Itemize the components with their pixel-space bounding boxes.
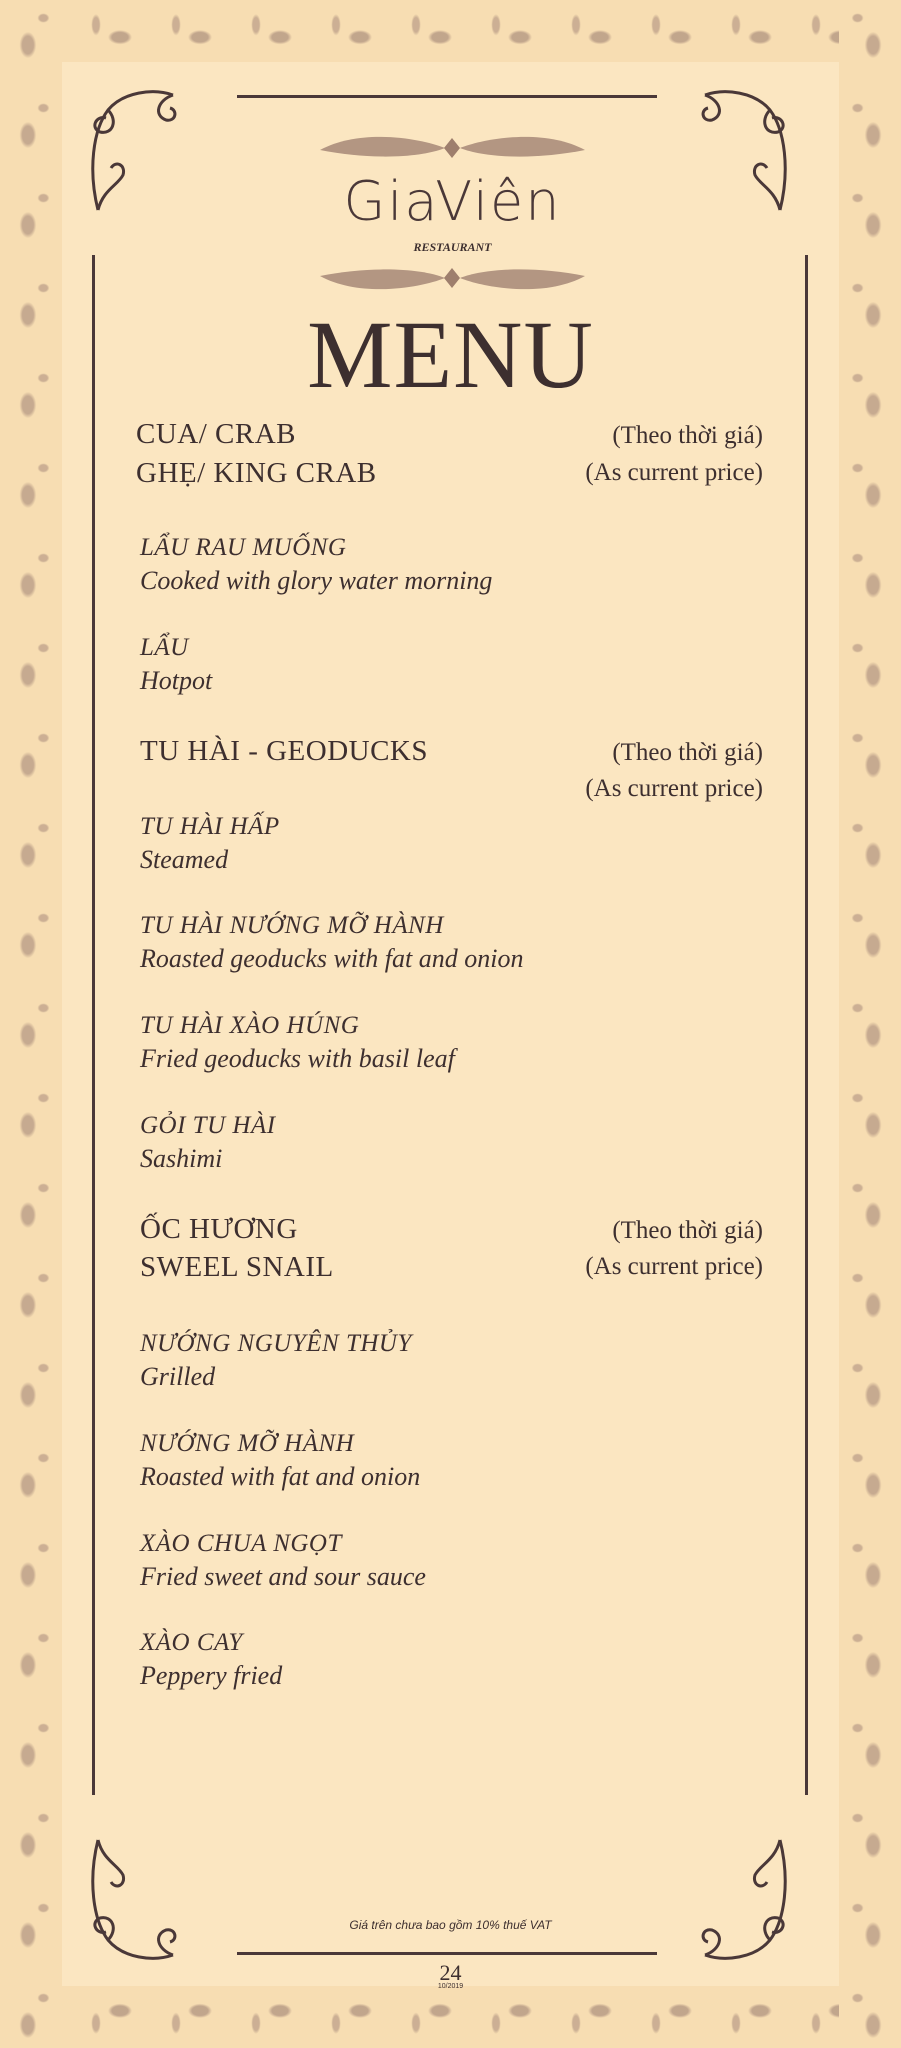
menu-item-english: Sashimi: [140, 1144, 223, 1173]
logo-flourish-icon: [310, 128, 595, 168]
menu-item-english: Grilled: [140, 1362, 216, 1391]
ornamental-border-top: [0, 0, 901, 62]
price-note: (As current price): [585, 775, 763, 802]
menu-item-english: Fried sweet and sour sauce: [140, 1562, 426, 1591]
menu-item-english: Steamed: [140, 845, 229, 874]
menu-item-vietnamese: NƯỚNG NGUYÊN THỦY: [140, 1330, 412, 1357]
vat-footnote: Giá trên chưa bao gồm 10% thuế VAT: [349, 1918, 552, 1932]
corner-flourish-icon: [690, 1830, 800, 1970]
menu-item-vietnamese: NƯỚNG MỠ HÀNH: [140, 1430, 355, 1457]
section-heading: SWEEL SNAIL: [140, 1251, 334, 1283]
corner-flourish-icon: [690, 80, 800, 220]
menu-item-english: Roasted with fat and onion: [140, 1462, 421, 1491]
price-note: (Theo thời giá): [612, 739, 763, 766]
menu-item-vietnamese: TU HÀI XÀO HÚNG: [140, 1012, 360, 1039]
menu-item-vietnamese: LẨU RAU MUỐNG: [140, 534, 347, 561]
menu-item-english: Peppery fried: [140, 1661, 283, 1690]
corner-flourish-icon: [78, 1830, 188, 1970]
ornamental-border-bottom: [0, 1986, 901, 2048]
menu-item-english: Cooked with glory water morning: [140, 566, 493, 595]
frame-line-bottom: [237, 1952, 657, 1955]
logo-wordmark: GiaViên: [343, 170, 562, 233]
logo-subtitle: RESTAURANT: [413, 240, 492, 254]
price-note: (Theo thời giá): [612, 422, 763, 449]
frame-line-top: [237, 95, 657, 98]
section-heading: TU HÀI - GEODUCKS: [140, 735, 429, 767]
section-heading: CUA/ CRAB: [136, 418, 297, 450]
menu-item-vietnamese: XÀO CHUA NGỌT: [140, 1530, 342, 1557]
menu-item-english: Hotpot: [140, 666, 213, 695]
logo-flourish-icon: [310, 258, 595, 298]
frame-line-right: [805, 255, 808, 1795]
menu-item-english: Fried geoducks with basil leaf: [140, 1044, 455, 1073]
menu-item-vietnamese: TU HÀI NƯỚNG MỠ HÀNH: [140, 912, 444, 939]
menu-title: MENU: [307, 301, 594, 408]
menu-item-vietnamese: GỎI TU HÀI: [140, 1112, 276, 1139]
price-note: (As current price): [585, 1253, 763, 1280]
frame-line-left: [92, 255, 95, 1795]
restaurant-logo: [310, 128, 595, 298]
menu-item-vietnamese: XÀO CAY: [140, 1629, 243, 1656]
page-number: 24: [439, 1960, 462, 1985]
page-code: 10/2019: [437, 1983, 464, 1990]
section-heading: ỐC HƯƠNG: [140, 1213, 298, 1245]
menu-item-vietnamese: TU HÀI HẤP: [140, 813, 280, 840]
corner-flourish-icon: [78, 80, 188, 220]
price-note: (Theo thời giá): [612, 1217, 763, 1244]
menu-item-vietnamese: LẨU: [140, 634, 189, 661]
menu-item-english: Roasted geoducks with fat and onion: [140, 944, 524, 973]
price-note: (As current price): [585, 459, 763, 486]
section-heading: GHẸ/ KING CRAB: [136, 457, 377, 489]
